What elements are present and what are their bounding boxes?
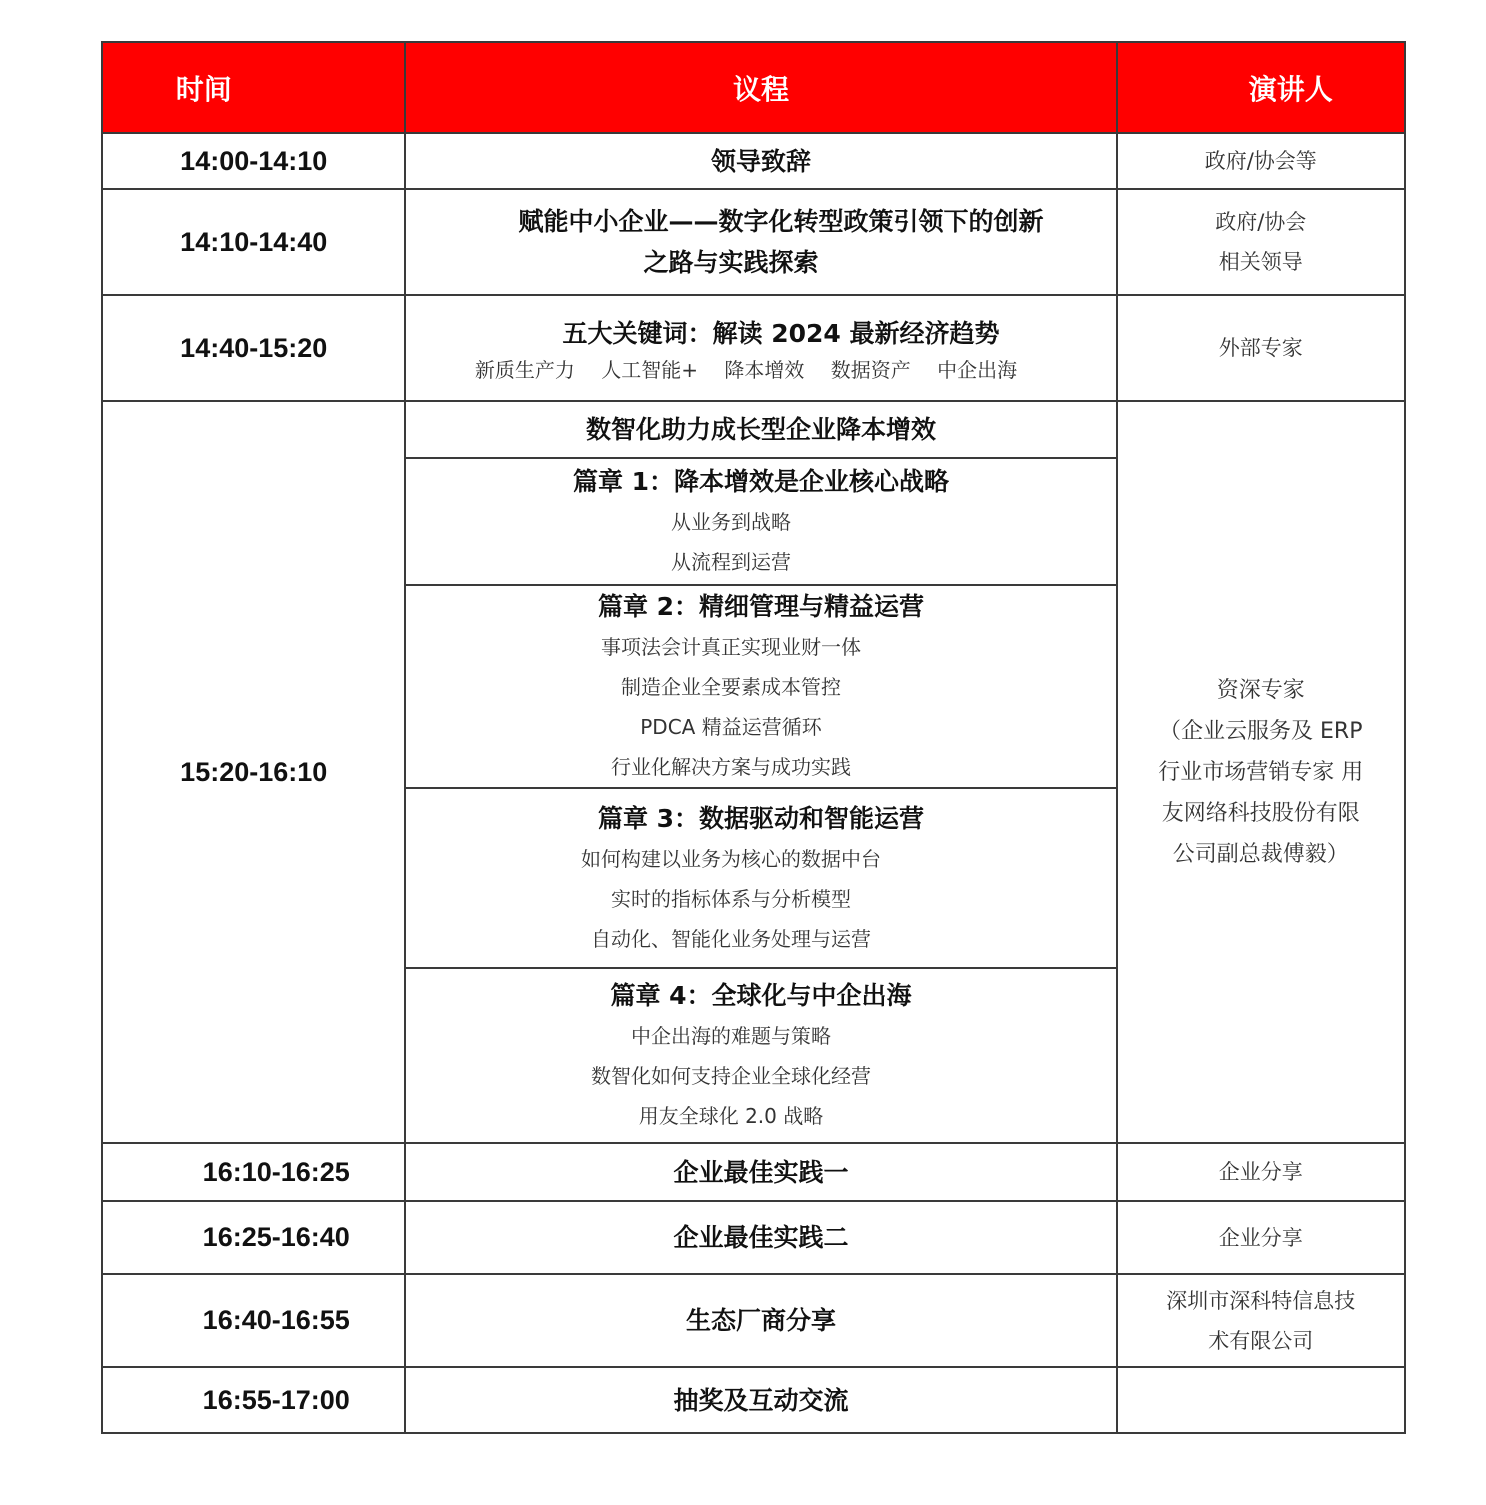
speaker-cell: 政府/协会等 [1117,133,1405,189]
table-row [102,1367,1405,1433]
header-time [102,42,405,133]
agenda-table [101,41,1406,1434]
speaker-line: 术有限公司 [1208,1328,1314,1353]
keyword: 降本增效 [724,358,805,382]
table-row [102,133,1405,189]
header-topic-label: 议程 [732,72,789,106]
speaker-cell [1117,401,1405,1143]
speaker-line: 友网络科技股份有限 [1161,800,1360,826]
table-row [102,401,1405,458]
speaker-line: （企业云服务及 ERP [1159,718,1363,744]
speaker-line: 资深专家 [1216,677,1305,703]
keyword-list [376,354,1115,383]
speaker-line: 相关领导 [1218,250,1303,274]
speaker-cell [1117,1274,1405,1367]
header-row [102,42,1405,133]
speaker-line: 政府/协会 [1215,210,1307,234]
speaker-cell: 企业分享 [1117,1143,1405,1201]
time-cell: 14:10-14:40 [102,189,405,295]
chapter-item: 制造企业全要素成本管控 [620,675,841,699]
keyword: 数据资产 [830,358,911,382]
chapter-item: 自动化、智能化业务处理与运营 [590,926,871,951]
table-row [102,1143,1405,1201]
chapter-item: 中企出海的难题与策略 [630,1024,831,1048]
topic-title: 五大关键词：解读 2024 最新经济趋势 [562,319,1000,348]
time-cell: 16:40-16:55 [102,1274,405,1367]
chapter-2 [405,585,1116,788]
header-topic [405,42,1116,133]
chapter-item: 行业化解决方案与成功实践 [610,755,851,779]
chapter-item: 如何构建以业务为核心的数据中台 [580,846,881,871]
chapter-title: 篇章 4：全球化与中企出海 [610,981,912,1010]
time-cell: 15:20-16:10 [102,401,405,1143]
header-time-label: 时间 [175,72,232,106]
table-row [102,295,1405,401]
table-row [102,1274,1405,1367]
chapter-item: 实时的指标体系与分析模型 [610,886,851,911]
topic-cell [405,189,1116,295]
chapter-3 [405,788,1116,968]
speaker-cell [1117,1367,1405,1433]
header-speaker [1117,42,1405,133]
chapter-4 [405,968,1116,1143]
chapter-title: 篇章 2：精细管理与精益运营 [597,592,925,621]
chapter-item: 从流程到运营 [670,550,791,574]
keyword: 人工智能+ [601,358,699,382]
time-cell: 16:25-16:40 [102,1201,405,1274]
topic-cell: 生态厂商分享 [405,1274,1116,1367]
speaker-cell [1117,189,1405,295]
chapter-item: 从业务到战略 [670,510,791,534]
chapter-item: 用友全球化 2.0 战略 [638,1104,824,1128]
table-row [102,189,1405,295]
speaker-line: 公司副总裁傅毅） [1172,841,1349,867]
time-cell: 14:40-15:20 [102,295,405,401]
chapter-item: PDCA 精益运营循环 [640,715,822,739]
time-cell: 16:10-16:25 [102,1143,405,1201]
topic-cell: 领导致辞 [405,133,1116,189]
time-cell: 14:00-14:10 [102,133,405,189]
topic-cell: 抽奖及互动交流 [405,1367,1116,1433]
session-title: 数智化助力成长型企业降本增效 [405,401,1116,458]
chapter-item: 数智化如何支持企业全球化经营 [590,1064,871,1088]
speaker-line: 行业市场营销专家 用 [1158,759,1364,785]
topic-line: 之路与实践探索 [643,248,819,277]
speaker-cell: 外部专家 [1117,295,1405,401]
chapter-1 [405,458,1116,585]
speaker-line: 深圳市深科特信息技 [1166,1288,1356,1313]
topic-cell [405,295,1116,401]
speaker-cell: 企业分享 [1117,1201,1405,1274]
topic-line: 赋能中小企业——数字化转型政策引领下的创新 [518,207,1044,236]
chapter-title: 篇章 3：数据驱动和智能运营 [597,803,925,833]
chapter-title: 篇章 1：降本增效是企业核心战略 [572,467,950,496]
chapter-item: 事项法会计真正实现业财一体 [600,635,861,659]
topic-cell: 企业最佳实践二 [405,1201,1116,1274]
time-cell: 16:55-17:00 [102,1367,405,1433]
keyword: 新质生产力 [474,358,575,382]
header-speaker-label: 演讲人 [1248,72,1333,106]
keyword: 中企出海 [937,358,1018,382]
topic-cell: 企业最佳实践一 [405,1143,1116,1201]
table-row [102,1201,1405,1274]
